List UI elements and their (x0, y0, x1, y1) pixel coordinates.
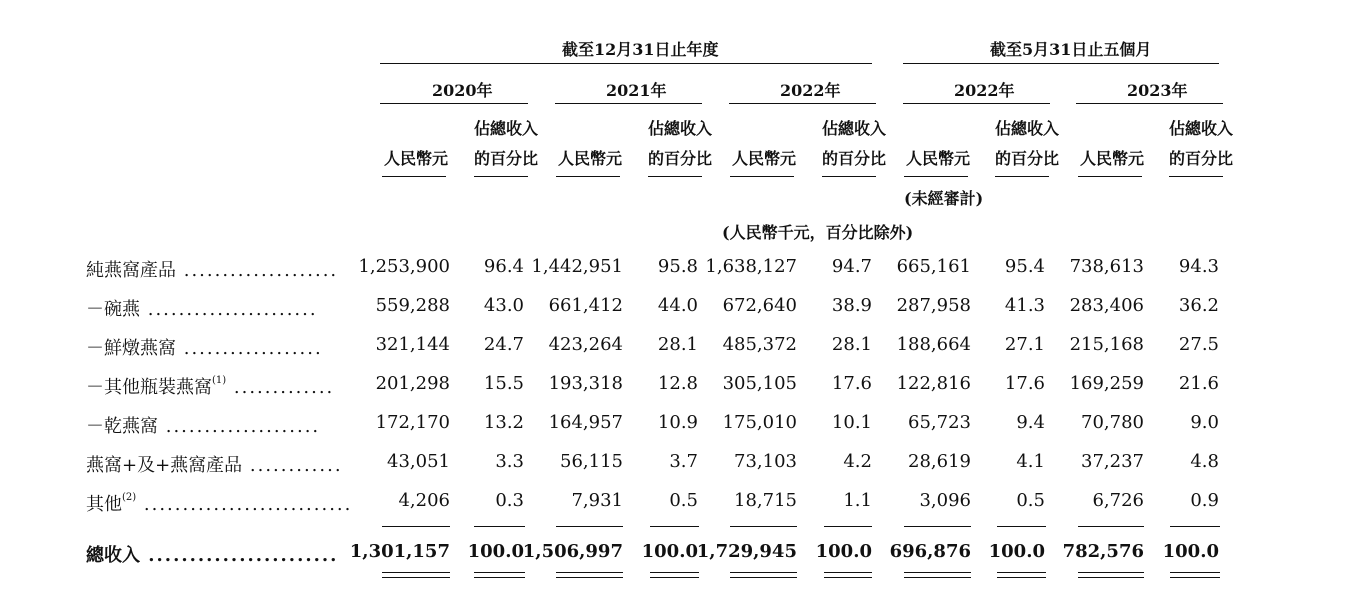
group-rule-full-year (380, 63, 872, 64)
dot-leader: .................... (176, 260, 339, 281)
amount-cell: 1,253,900 (358, 256, 450, 277)
row-label-text: 總收入 (86, 545, 140, 566)
percentage-cell: 1.1 (843, 490, 872, 511)
percentage-cell: 21.6 (1178, 373, 1219, 394)
subtotal-rule (556, 526, 623, 527)
percentage-cell: 41.3 (1004, 295, 1045, 316)
dot-leader: ...................... (140, 299, 318, 320)
col-header-pct (995, 114, 1059, 174)
col-rule-pct (1169, 176, 1223, 177)
percentage-cell: 44.0 (657, 295, 698, 316)
percentage-cell: 36.2 (1178, 295, 1219, 316)
amount-cell: 305,105 (722, 373, 797, 394)
amount-cell: 1,638,127 (705, 256, 797, 277)
percentage-cell: 13.2 (483, 412, 524, 433)
col-header-pct-line2: 的百分比 (822, 149, 887, 168)
percentage-cell: 96.4 (483, 256, 524, 277)
amount-cell: 73,103 (734, 451, 797, 472)
col-rule-pct (995, 176, 1049, 177)
footnote-marker: (2) (122, 492, 137, 503)
col-header-pct-line1: 佔總收入 (1169, 119, 1234, 138)
col-rule-pct (822, 176, 876, 177)
percentage-cell: 17.6 (1004, 373, 1045, 394)
subtotal-rule (382, 526, 450, 527)
row-label-text: 燕窩+及+燕窩產品 (86, 455, 243, 476)
percentage-cell: 38.9 (831, 295, 872, 316)
col-header-pct-line2: 的百分比 (1169, 149, 1234, 168)
col-header-pct (474, 114, 538, 174)
dot-leader: ........................... (136, 494, 353, 515)
row-label-text: 其他 (86, 494, 122, 515)
amount-cell: 43,051 (387, 451, 450, 472)
percentage-cell: 17.6 (831, 373, 872, 394)
row-label (86, 412, 320, 438)
percentage-cell: 9.0 (1190, 412, 1219, 433)
amount-cell: 56,115 (560, 451, 623, 472)
row-label (86, 295, 318, 321)
year-header-2022-five-months: 2022年 (954, 81, 1015, 100)
percentage-cell: 0.5 (669, 490, 698, 511)
col-header-rmb: 人民幣元 (558, 149, 623, 168)
row-label (86, 451, 343, 477)
amount-cell: 1,442,951 (531, 256, 623, 277)
amount-cell: 1,301,157 (349, 541, 450, 562)
year-rule-2021 (555, 103, 702, 104)
amount-cell: 169,259 (1069, 373, 1144, 394)
group-header-full-year: 截至12月31日止年度 (562, 40, 719, 59)
amount-cell: 4,206 (398, 490, 450, 511)
subtotal-rule (1078, 526, 1144, 527)
total-double-rule (904, 572, 971, 578)
col-header-pct-line2: 的百分比 (648, 149, 713, 168)
col-header-pct-line1: 佔總收入 (995, 119, 1060, 138)
amount-cell: 559,288 (375, 295, 450, 316)
col-rule-rmb (556, 176, 620, 177)
row-label-text: 純燕窩產品 (86, 260, 176, 281)
col-header-pct-line1: 佔總收入 (648, 119, 713, 138)
amount-cell: 201,298 (375, 373, 450, 394)
amount-cell: 164,957 (548, 412, 623, 433)
dot-leader: .................. (176, 338, 323, 359)
row-label-text: －乾燕窩 (86, 416, 158, 437)
percentage-cell: 10.1 (831, 412, 872, 433)
amount-cell: 738,613 (1069, 256, 1144, 277)
row-label-text: －鮮燉燕窩 (86, 338, 176, 359)
percentage-cell: 10.9 (657, 412, 698, 433)
amount-cell: 70,780 (1081, 412, 1144, 433)
subtotal-rule (824, 526, 872, 527)
percentage-cell: 94.7 (831, 256, 872, 277)
group-rule-five-months (903, 63, 1219, 64)
percentage-cell: 28.1 (831, 334, 872, 355)
dot-leader: ............ (242, 455, 343, 476)
amount-cell: 37,237 (1081, 451, 1144, 472)
col-rule-rmb (1078, 176, 1142, 177)
amount-cell: 65,723 (908, 412, 971, 433)
unaudited-note: (未經審計) (904, 189, 984, 208)
col-header-rmb: 人民幣元 (732, 149, 797, 168)
amount-cell: 122,816 (896, 373, 971, 394)
percentage-cell: 9.4 (1016, 412, 1045, 433)
subtotal-rule (997, 526, 1046, 527)
total-double-rule (650, 572, 699, 578)
amount-cell: 7,931 (571, 490, 623, 511)
year-header-2022: 2022年 (780, 81, 841, 100)
percentage-cell: 95.4 (1004, 256, 1045, 277)
amount-cell: 672,640 (722, 295, 797, 316)
col-header-rmb: 人民幣元 (384, 149, 449, 168)
amount-cell: 1,506,997 (522, 541, 623, 562)
percentage-cell: 4.8 (1190, 451, 1219, 472)
amount-cell: 175,010 (722, 412, 797, 433)
row-label (86, 541, 338, 567)
year-rule-2020 (380, 103, 528, 104)
amount-cell: 1,729,945 (696, 541, 797, 562)
col-header-pct (1169, 114, 1233, 174)
amount-cell: 782,576 (1062, 541, 1144, 562)
amount-cell: 321,144 (375, 334, 450, 355)
percentage-cell: 95.8 (657, 256, 698, 277)
percentage-cell: 24.7 (483, 334, 524, 355)
percentage-cell: 100.0 (641, 541, 698, 562)
amount-cell: 193,318 (548, 373, 623, 394)
percentage-cell: 3.7 (669, 451, 698, 472)
amount-cell: 215,168 (1069, 334, 1144, 355)
col-rule-pct (648, 176, 702, 177)
amount-cell: 423,264 (548, 334, 623, 355)
row-label-text: －碗燕 (86, 299, 140, 320)
col-rule-rmb (382, 176, 446, 177)
col-header-pct-line2: 的百分比 (995, 149, 1060, 168)
row-label (86, 256, 338, 282)
percentage-cell: 4.1 (1016, 451, 1045, 472)
percentage-cell: 43.0 (483, 295, 524, 316)
col-rule-pct (474, 176, 528, 177)
percentage-cell: 100.0 (988, 541, 1045, 562)
percentage-cell: 0.5 (1016, 490, 1045, 511)
group-header-five-months: 截至5月31日止五個月 (990, 40, 1152, 59)
row-label (86, 373, 334, 399)
amount-cell: 287,958 (896, 295, 971, 316)
row-label (86, 490, 352, 516)
col-header-pct-line1: 佔總收入 (822, 119, 887, 138)
percentage-cell: 94.3 (1178, 256, 1219, 277)
total-double-rule (1170, 572, 1220, 578)
amount-cell: 6,726 (1092, 490, 1144, 511)
dot-leader: .................... (158, 416, 321, 437)
percentage-cell: 15.5 (483, 373, 524, 394)
col-header-pct (822, 114, 886, 174)
col-header-rmb: 人民幣元 (1080, 149, 1145, 168)
percentage-cell: 4.2 (843, 451, 872, 472)
subtotal-rule (904, 526, 971, 527)
total-double-rule (1078, 572, 1144, 578)
percentage-cell: 100.0 (1162, 541, 1219, 562)
total-double-rule (474, 572, 525, 578)
percentage-cell: 0.3 (495, 490, 524, 511)
subtotal-rule (650, 526, 699, 527)
year-rule-2023 (1076, 103, 1223, 104)
row-label-text: －其他瓶裝燕窩 (86, 377, 212, 398)
col-header-pct (648, 114, 712, 174)
percentage-cell: 27.1 (1004, 334, 1045, 355)
percentage-cell: 27.5 (1178, 334, 1219, 355)
amount-cell: 665,161 (896, 256, 971, 277)
amount-cell: 18,715 (734, 490, 797, 511)
unit-note: (人民幣千元，百分比除外) (722, 223, 914, 242)
total-double-rule (997, 572, 1046, 578)
col-header-pct-line2: 的百分比 (474, 149, 539, 168)
percentage-cell: 3.3 (495, 451, 524, 472)
percentage-cell: 100.0 (815, 541, 872, 562)
subtotal-rule (474, 526, 525, 527)
total-double-rule (730, 572, 797, 578)
col-rule-rmb (904, 176, 968, 177)
amount-cell: 485,372 (722, 334, 797, 355)
year-rule-2022 (729, 103, 876, 104)
col-header-pct-line1: 佔總收入 (474, 119, 539, 138)
percentage-cell: 12.8 (657, 373, 698, 394)
year-header-2020: 2020年 (432, 81, 493, 100)
total-double-rule (556, 572, 623, 578)
footnote-marker: (1) (212, 375, 227, 386)
percentage-cell: 100.0 (467, 541, 524, 562)
percentage-cell: 0.9 (1190, 490, 1219, 511)
total-double-rule (382, 572, 450, 578)
row-label (86, 334, 323, 360)
year-header-2023: 2023年 (1127, 81, 1188, 100)
dot-leader: ....................... (140, 545, 339, 566)
amount-cell: 696,876 (889, 541, 971, 562)
amount-cell: 661,412 (548, 295, 623, 316)
year-rule-2022-five-months (903, 103, 1050, 104)
dot-leader: ............. (226, 377, 335, 398)
col-header-rmb: 人民幣元 (906, 149, 971, 168)
amount-cell: 283,406 (1069, 295, 1144, 316)
subtotal-rule (1170, 526, 1220, 527)
amount-cell: 28,619 (908, 451, 971, 472)
amount-cell: 188,664 (896, 334, 971, 355)
total-double-rule (824, 572, 872, 578)
amount-cell: 172,170 (375, 412, 450, 433)
percentage-cell: 28.1 (657, 334, 698, 355)
subtotal-rule (730, 526, 797, 527)
year-header-2021: 2021年 (606, 81, 667, 100)
col-rule-rmb (730, 176, 794, 177)
amount-cell: 3,096 (919, 490, 971, 511)
